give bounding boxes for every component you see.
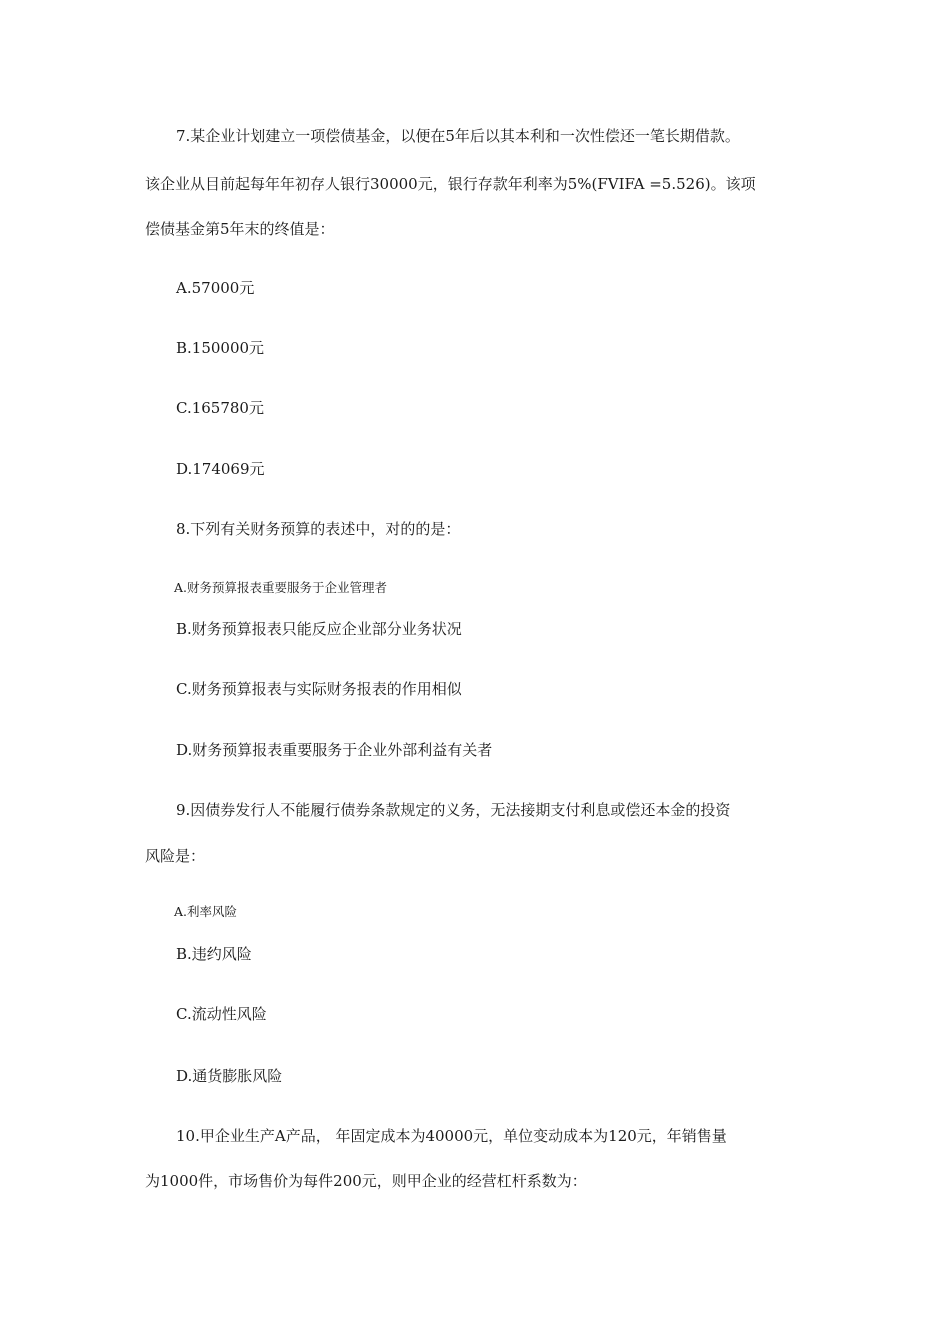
question-7-option-d: D.174069元 — [176, 460, 265, 478]
question-9-line-2: 风险是： — [145, 847, 206, 865]
question-9-option-d: D.通货膨胀风险 — [176, 1067, 283, 1085]
question-10-line-2: 为1000件，市场售价为每件200元，则甲企业的经营杠杆系数为： — [145, 1172, 587, 1190]
question-7-option-c: C.165780元 — [176, 399, 264, 417]
question-8-option-a: A.财务预算报表重要服务于企业管理者 — [174, 580, 388, 595]
question-8-option-d: D.财务预算报表重要服务于企业外部利益有关者 — [176, 741, 493, 759]
question-7-line-3: 偿债基金第5年末的终值是： — [145, 220, 335, 238]
question-9-option-a: A.利率风险 — [174, 904, 238, 919]
question-7-line-2: 该企业从目前起每年年初存人银行30000元，银行存款年利率为5%(FVIFA =5.526)。该项 — [145, 175, 756, 193]
question-9-option-b: B.违约风险 — [176, 945, 252, 963]
question-9-line-1: 9.因债券发行人不能履行债券条款规定的义务，无法接期支付利息或偿还本金的投资 — [176, 801, 731, 819]
question-8-option-b: B.财务预算报表只能反应企业部分业务状况 — [176, 620, 462, 638]
question-9-option-c: C.流动性风险 — [176, 1005, 267, 1023]
question-7-option-b: B.150000元 — [176, 339, 265, 357]
question-10-line-1: 10.甲企业生产A产品， 年固定成本为40000元，单位变动成本为120元，年销售量 — [176, 1127, 727, 1145]
question-7-line-1: 7.某企业计划建立一项偿债基金，以便在5年后以其本利和一次性偿还一笔长期借款。 — [176, 127, 740, 145]
question-8-line-1: 8.下列有关财务预算的表述中，对的的是： — [176, 520, 461, 538]
question-8-option-c: C.财务预算报表与实际财务报表的作用相似 — [176, 680, 462, 698]
question-7-option-a: A.57000元 — [176, 279, 255, 297]
